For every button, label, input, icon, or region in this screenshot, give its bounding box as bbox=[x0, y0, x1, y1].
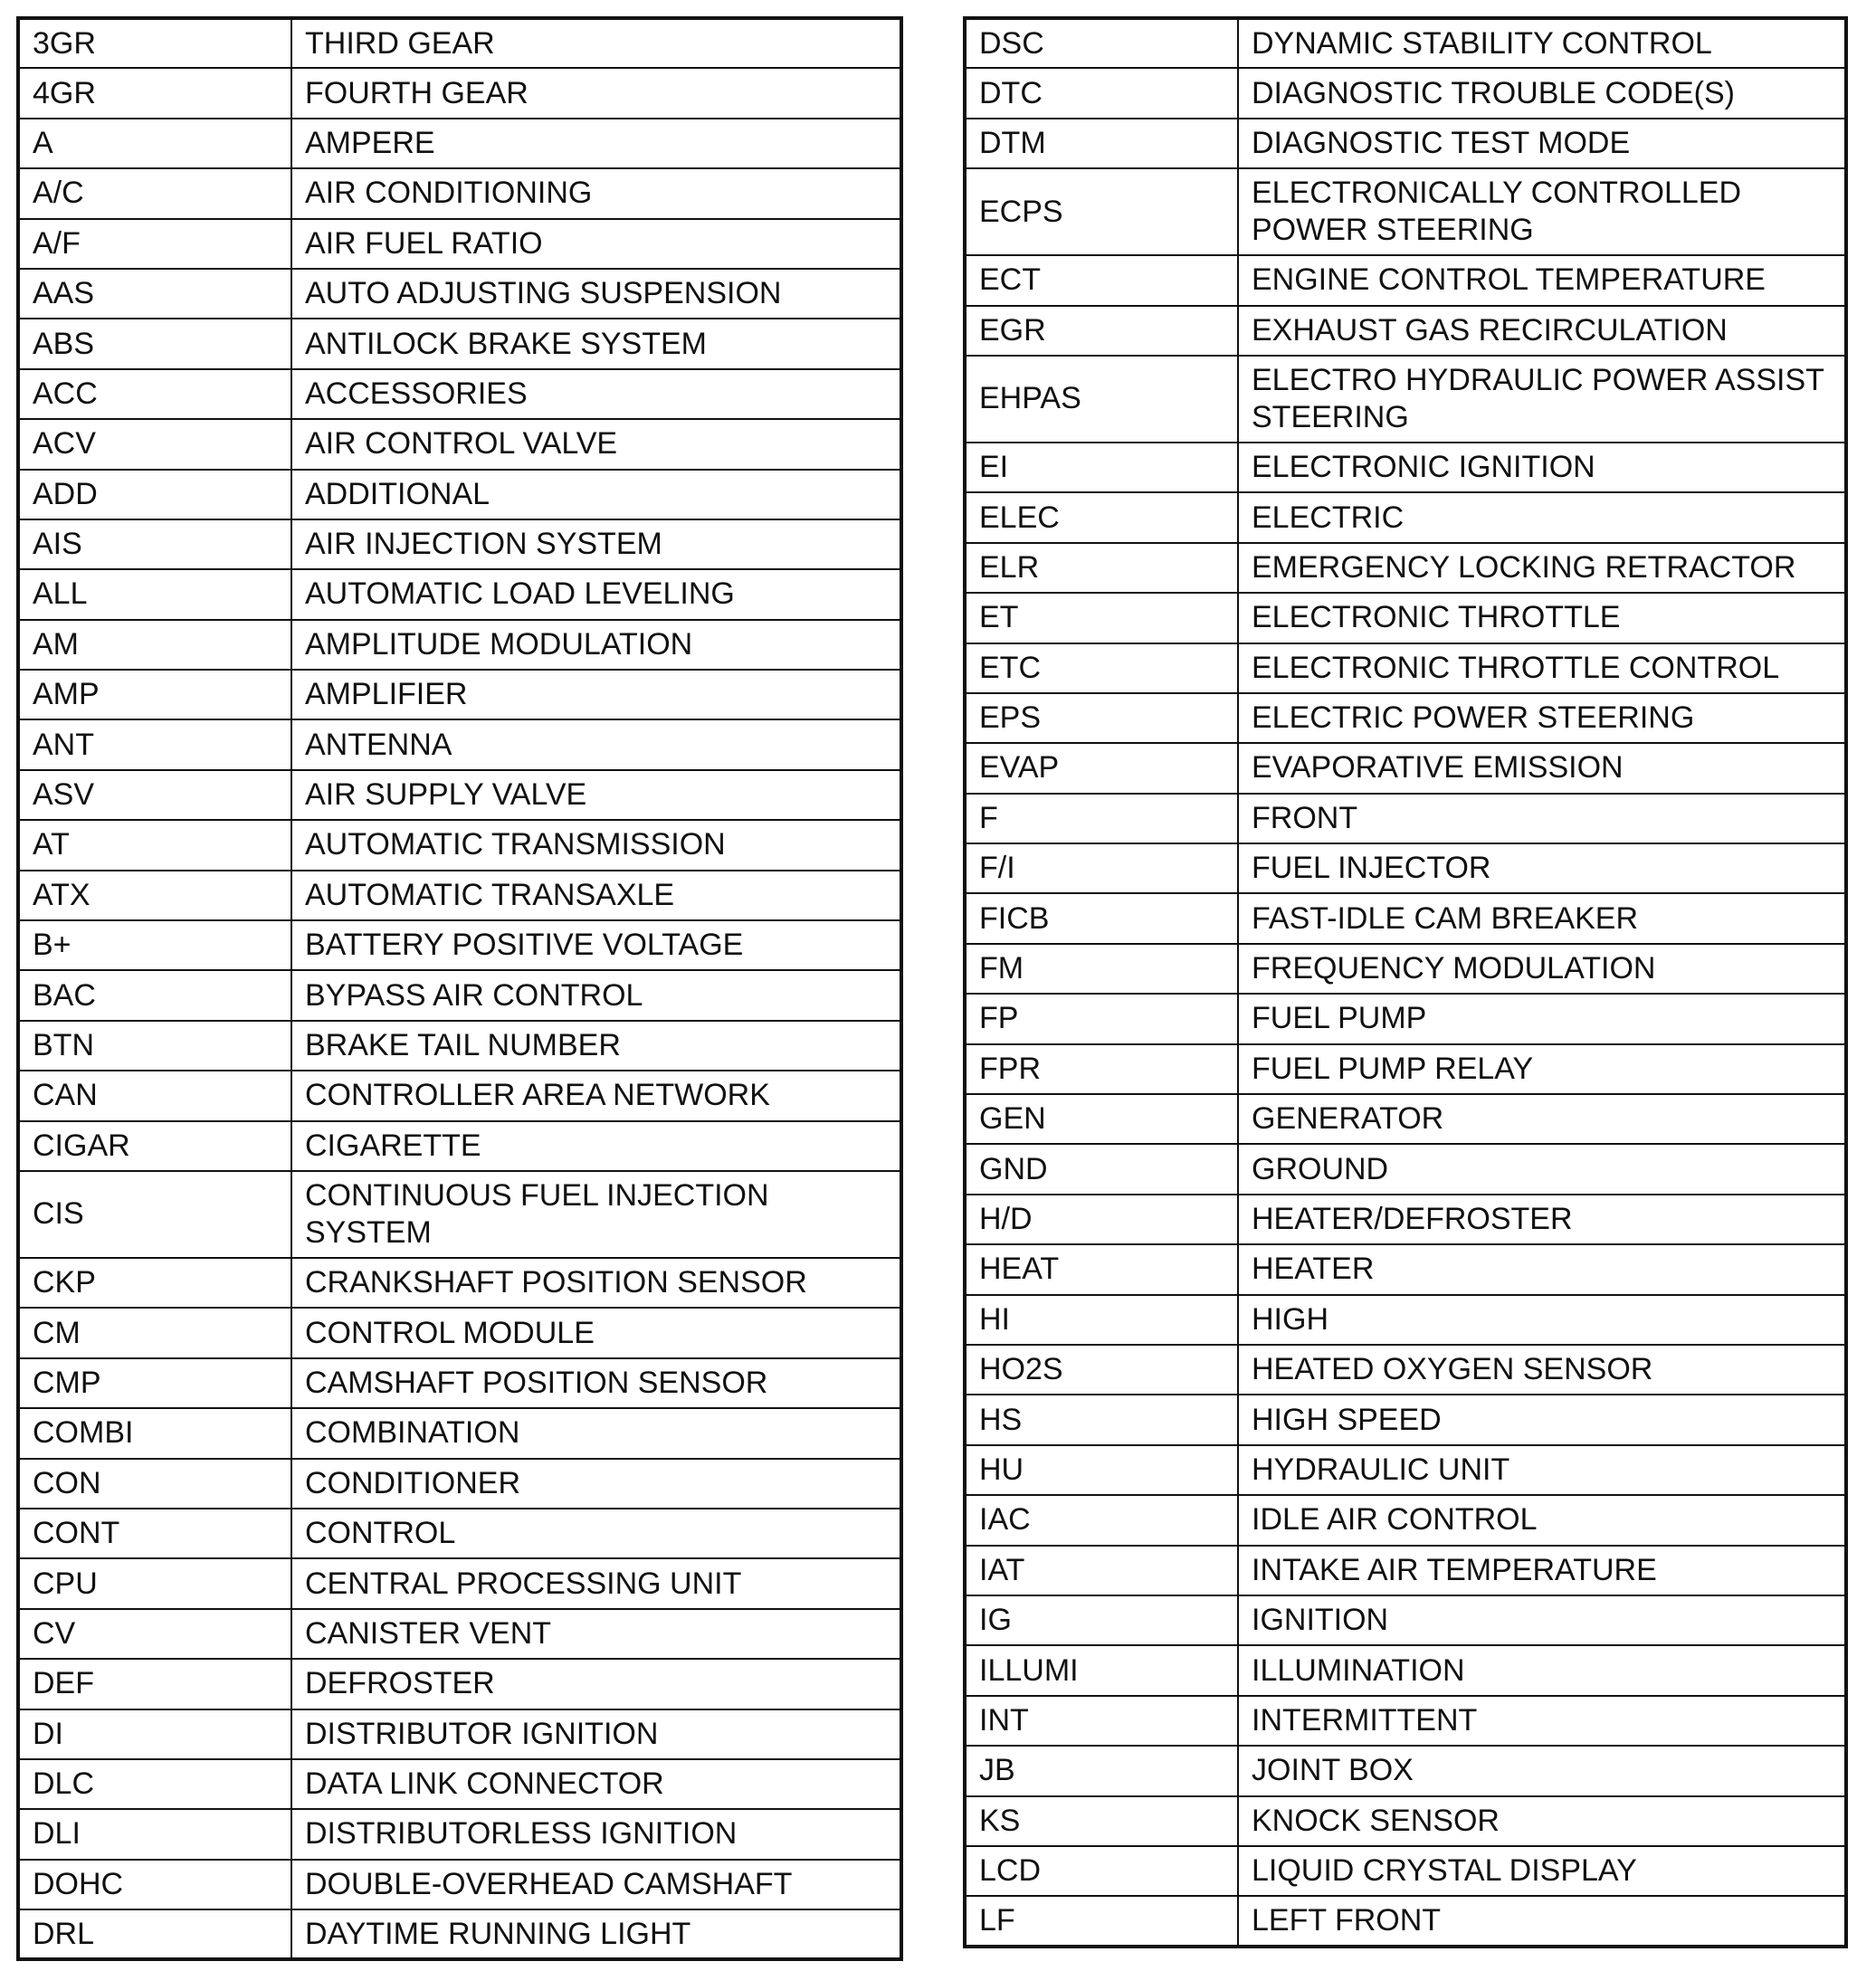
table-row bbox=[965, 68, 1846, 118]
definition-cell: COMBINATION bbox=[291, 1408, 901, 1458]
table-row bbox=[965, 843, 1846, 893]
abbreviation-cell: CPU bbox=[18, 1558, 291, 1608]
definition-cell: LIQUID CRYSTAL DISPLAY bbox=[1238, 1846, 1846, 1896]
abbreviation-table-right bbox=[963, 16, 1848, 1948]
definition-cell: IGNITION bbox=[1238, 1595, 1846, 1645]
table-row bbox=[965, 1746, 1846, 1795]
table-row bbox=[18, 18, 901, 68]
abbreviation-table-body bbox=[965, 18, 1846, 1947]
abbreviation-cell: 4GR bbox=[18, 68, 291, 118]
table-row bbox=[18, 1860, 901, 1909]
definition-cell: BYPASS AIR CONTROL bbox=[291, 970, 901, 1020]
table-row bbox=[965, 1295, 1846, 1345]
definition-cell: DATA LINK CONNECTOR bbox=[291, 1759, 901, 1809]
abbreviation-cell: A/C bbox=[18, 168, 291, 218]
table-row bbox=[965, 643, 1846, 693]
abbreviation-cell: FICB bbox=[965, 893, 1238, 943]
abbreviation-cell: DLC bbox=[18, 1759, 291, 1809]
table-row bbox=[965, 1094, 1846, 1144]
table-row bbox=[965, 794, 1846, 843]
table-row bbox=[18, 1609, 901, 1659]
definition-cell: FUEL PUMP RELAY bbox=[1238, 1044, 1846, 1094]
abbreviation-cell: DI bbox=[18, 1709, 291, 1759]
definition-cell: LEFT FRONT bbox=[1238, 1896, 1846, 1946]
definition-cell: CONTROL bbox=[291, 1509, 901, 1558]
abbreviation-cell: DTM bbox=[965, 119, 1238, 168]
table-row bbox=[18, 119, 901, 168]
definition-cell: DIAGNOSTIC TROUBLE CODE(S) bbox=[1238, 68, 1846, 118]
abbreviation-cell: ANT bbox=[18, 719, 291, 769]
table-row bbox=[965, 1796, 1846, 1846]
table-row bbox=[18, 1558, 901, 1608]
definition-cell: HIGH bbox=[1238, 1295, 1846, 1345]
definition-cell: ELECTRONIC THROTTLE CONTROL bbox=[1238, 643, 1846, 693]
table-row bbox=[18, 920, 901, 970]
abbreviation-cell: EVAP bbox=[965, 743, 1238, 793]
abbreviation-cell: CV bbox=[18, 1609, 291, 1659]
table-row bbox=[18, 1021, 901, 1071]
abbreviation-cell: ETC bbox=[965, 643, 1238, 693]
abbreviation-cell: EI bbox=[965, 443, 1238, 492]
abbreviation-cell: A/F bbox=[18, 219, 291, 269]
abbreviation-cell: HU bbox=[965, 1445, 1238, 1495]
definition-cell: FREQUENCY MODULATION bbox=[1238, 944, 1846, 994]
table-row bbox=[965, 994, 1846, 1043]
table-row bbox=[965, 1445, 1846, 1495]
abbreviation-cell: AMP bbox=[18, 670, 291, 719]
table-row bbox=[965, 693, 1846, 743]
definition-cell: ADDITIONAL bbox=[291, 470, 901, 519]
definition-cell: JOINT BOX bbox=[1238, 1746, 1846, 1795]
table-row bbox=[18, 970, 901, 1020]
table-row bbox=[18, 770, 901, 820]
table-row bbox=[18, 1358, 901, 1408]
abbreviation-cell: LF bbox=[965, 1896, 1238, 1946]
definition-cell: AUTO ADJUSTING SUSPENSION bbox=[291, 269, 901, 319]
table-row bbox=[18, 1809, 901, 1859]
table-row bbox=[965, 1896, 1846, 1946]
abbreviation-cell: FP bbox=[965, 994, 1238, 1043]
definition-cell: FUEL INJECTOR bbox=[1238, 843, 1846, 893]
abbreviation-cell: ADD bbox=[18, 470, 291, 519]
definition-cell: BRAKE TAIL NUMBER bbox=[291, 1021, 901, 1071]
abbreviation-cell: DOHC bbox=[18, 1860, 291, 1909]
table-row bbox=[965, 1645, 1846, 1695]
abbreviation-cell: AT bbox=[18, 820, 291, 870]
definition-cell: ENGINE CONTROL TEMPERATURE bbox=[1238, 255, 1846, 305]
abbreviation-cell: AIS bbox=[18, 519, 291, 569]
table-row bbox=[18, 319, 901, 368]
table-row bbox=[18, 1459, 901, 1509]
abbreviation-cell: ATX bbox=[18, 871, 291, 920]
definition-cell: ANTILOCK BRAKE SYSTEM bbox=[291, 319, 901, 368]
abbreviation-cell: AM bbox=[18, 620, 291, 670]
abbreviation-cell: H/D bbox=[965, 1195, 1238, 1244]
table-row bbox=[18, 620, 901, 670]
definition-cell: HEATER/DEFROSTER bbox=[1238, 1195, 1846, 1244]
abbreviation-cell: B+ bbox=[18, 920, 291, 970]
definition-cell: HEATED OXYGEN SENSOR bbox=[1238, 1345, 1846, 1395]
definition-cell: DOUBLE-OVERHEAD CAMSHAFT bbox=[291, 1860, 901, 1909]
table-row bbox=[18, 871, 901, 920]
definition-cell: ELECTRONICALLY CONTROLLED POWER STEERING bbox=[1238, 168, 1846, 255]
abbreviation-cell: GEN bbox=[965, 1094, 1238, 1144]
table-row bbox=[965, 593, 1846, 643]
definition-cell: HEATER bbox=[1238, 1244, 1846, 1294]
definition-cell: DYNAMIC STABILITY CONTROL bbox=[1238, 18, 1846, 68]
table-row bbox=[965, 1595, 1846, 1645]
table-row bbox=[18, 1071, 901, 1120]
abbreviation-table-body bbox=[18, 18, 901, 1959]
definition-cell: AUTOMATIC TRANSAXLE bbox=[291, 871, 901, 920]
table-row bbox=[965, 1846, 1846, 1896]
definition-cell: AUTOMATIC TRANSMISSION bbox=[291, 820, 901, 870]
definition-cell: AUTOMATIC LOAD LEVELING bbox=[291, 569, 901, 619]
definition-cell: CIGARETTE bbox=[291, 1121, 901, 1171]
table-row bbox=[965, 119, 1846, 168]
table-row bbox=[18, 1709, 901, 1759]
abbreviation-cell: LCD bbox=[965, 1846, 1238, 1896]
abbreviation-cell: F bbox=[965, 794, 1238, 843]
table-row bbox=[965, 18, 1846, 68]
table-row bbox=[965, 1244, 1846, 1294]
abbreviation-cell: F/I bbox=[965, 843, 1238, 893]
abbreviation-cell: ABS bbox=[18, 319, 291, 368]
definition-cell: EVAPORATIVE EMISSION bbox=[1238, 743, 1846, 793]
abbreviation-cell: CKP bbox=[18, 1258, 291, 1308]
table-row bbox=[18, 670, 901, 719]
abbreviation-cell: CON bbox=[18, 1459, 291, 1509]
definition-cell: AIR FUEL RATIO bbox=[291, 219, 901, 269]
definition-cell: EXHAUST GAS RECIRCULATION bbox=[1238, 306, 1846, 356]
definition-cell: IDLE AIR CONTROL bbox=[1238, 1495, 1846, 1545]
abbreviation-cell: ELR bbox=[965, 543, 1238, 593]
definition-cell: CONTINUOUS FUEL INJECTION SYSTEM bbox=[291, 1171, 901, 1258]
table-row bbox=[965, 255, 1846, 305]
table-row bbox=[18, 1121, 901, 1171]
definition-cell: DAYTIME RUNNING LIGHT bbox=[291, 1909, 901, 1959]
table-row bbox=[965, 1395, 1846, 1444]
definition-cell: FRONT bbox=[1238, 794, 1846, 843]
definition-cell: ELECTRO HYDRAULIC POWER ASSIST STEERING bbox=[1238, 356, 1846, 443]
definition-cell: CAMSHAFT POSITION SENSOR bbox=[291, 1358, 901, 1408]
definition-cell: DISTRIBUTORLESS IGNITION bbox=[291, 1809, 901, 1859]
abbreviation-cell: ASV bbox=[18, 770, 291, 820]
abbreviation-cell: KS bbox=[965, 1796, 1238, 1846]
table-row bbox=[965, 306, 1846, 356]
table-row bbox=[965, 1044, 1846, 1094]
abbreviation-cell: DTC bbox=[965, 68, 1238, 118]
definition-cell: INTAKE AIR TEMPERATURE bbox=[1238, 1546, 1846, 1595]
definition-cell: THIRD GEAR bbox=[291, 18, 901, 68]
table-row bbox=[965, 1546, 1846, 1595]
abbreviation-cell: IAC bbox=[965, 1495, 1238, 1545]
abbreviation-cell: EPS bbox=[965, 693, 1238, 743]
table-row bbox=[18, 269, 901, 319]
abbreviation-cell: JB bbox=[965, 1746, 1238, 1795]
definition-cell: INTERMITTENT bbox=[1238, 1696, 1846, 1746]
table-row bbox=[965, 1195, 1846, 1244]
definition-cell: AIR INJECTION SYSTEM bbox=[291, 519, 901, 569]
abbreviation-cell: COMBI bbox=[18, 1408, 291, 1458]
definition-cell: KNOCK SENSOR bbox=[1238, 1796, 1846, 1846]
definition-cell: BATTERY POSITIVE VOLTAGE bbox=[291, 920, 901, 970]
definition-cell: HYDRAULIC UNIT bbox=[1238, 1445, 1846, 1495]
abbreviation-cell: CONT bbox=[18, 1509, 291, 1558]
table-row bbox=[18, 419, 901, 469]
abbreviation-cell: A bbox=[18, 119, 291, 168]
definition-cell: GENERATOR bbox=[1238, 1094, 1846, 1144]
definition-cell: ELECTRONIC THROTTLE bbox=[1238, 593, 1846, 643]
table-row bbox=[18, 68, 901, 118]
abbreviation-cell: BTN bbox=[18, 1021, 291, 1071]
abbreviation-cell: HEAT bbox=[965, 1244, 1238, 1294]
abbreviation-cell: DEF bbox=[18, 1659, 291, 1709]
abbreviation-cell: ELEC bbox=[965, 492, 1238, 542]
definition-cell: AMPERE bbox=[291, 119, 901, 168]
abbreviation-table-left bbox=[16, 16, 903, 1961]
abbreviation-cell: IAT bbox=[965, 1546, 1238, 1595]
table-row bbox=[965, 1696, 1846, 1746]
table-row bbox=[18, 519, 901, 569]
table-row bbox=[965, 944, 1846, 994]
definition-cell: HIGH SPEED bbox=[1238, 1395, 1846, 1444]
table-row bbox=[18, 1659, 901, 1709]
table-row bbox=[965, 1345, 1846, 1395]
table-row bbox=[965, 893, 1846, 943]
table-row bbox=[18, 1308, 901, 1357]
table-row bbox=[18, 1909, 901, 1959]
table-row bbox=[18, 569, 901, 619]
abbreviation-cell: FM bbox=[965, 944, 1238, 994]
table-row bbox=[18, 168, 901, 218]
table-row bbox=[18, 369, 901, 419]
abbreviation-cell: HI bbox=[965, 1295, 1238, 1345]
abbreviation-cell: HO2S bbox=[965, 1345, 1238, 1395]
table-row bbox=[965, 168, 1846, 255]
definition-cell: CONTROLLER AREA NETWORK bbox=[291, 1071, 901, 1120]
abbreviation-cell: ILLUMI bbox=[965, 1645, 1238, 1695]
definition-cell: GROUND bbox=[1238, 1144, 1846, 1194]
definition-cell: AMPLITUDE MODULATION bbox=[291, 620, 901, 670]
abbreviation-cell: BAC bbox=[18, 970, 291, 1020]
definition-cell: CONDITIONER bbox=[291, 1459, 901, 1509]
table-row bbox=[965, 443, 1846, 492]
abbreviation-cell: DRL bbox=[18, 1909, 291, 1959]
abbreviation-cell: EHPAS bbox=[965, 356, 1238, 443]
table-row bbox=[18, 1258, 901, 1308]
abbreviation-cell: HS bbox=[965, 1395, 1238, 1444]
abbreviation-cell: DLI bbox=[18, 1809, 291, 1859]
abbreviation-cell: DSC bbox=[965, 18, 1238, 68]
definition-cell: FAST-IDLE CAM BREAKER bbox=[1238, 893, 1846, 943]
table-row bbox=[18, 1408, 901, 1458]
abbreviation-cell: 3GR bbox=[18, 18, 291, 68]
table-row bbox=[18, 470, 901, 519]
definition-cell: DEFROSTER bbox=[291, 1659, 901, 1709]
definition-cell: AIR SUPPLY VALVE bbox=[291, 770, 901, 820]
abbreviation-cell: CIS bbox=[18, 1171, 291, 1258]
table-row bbox=[18, 719, 901, 769]
abbreviation-cell: ACV bbox=[18, 419, 291, 469]
abbreviation-cell: AAS bbox=[18, 269, 291, 319]
table-row bbox=[965, 543, 1846, 593]
abbreviation-cell: ECPS bbox=[965, 168, 1238, 255]
abbreviation-cell: ALL bbox=[18, 569, 291, 619]
definition-cell: AMPLIFIER bbox=[291, 670, 901, 719]
definition-cell: ANTENNA bbox=[291, 719, 901, 769]
definition-cell: ILLUMINATION bbox=[1238, 1645, 1846, 1695]
abbreviation-cell: CIGAR bbox=[18, 1121, 291, 1171]
abbreviation-cell: INT bbox=[965, 1696, 1238, 1746]
table-row bbox=[965, 1144, 1846, 1194]
definition-cell: DISTRIBUTOR IGNITION bbox=[291, 1709, 901, 1759]
abbreviation-cell: ECT bbox=[965, 255, 1238, 305]
abbreviation-cell: ET bbox=[965, 593, 1238, 643]
table-row bbox=[18, 820, 901, 870]
table-row bbox=[965, 356, 1846, 443]
definition-cell: ELECTRIC POWER STEERING bbox=[1238, 693, 1846, 743]
definition-cell: DIAGNOSTIC TEST MODE bbox=[1238, 119, 1846, 168]
definition-cell: FUEL PUMP bbox=[1238, 994, 1846, 1043]
abbreviation-cell: GND bbox=[965, 1144, 1238, 1194]
abbreviation-cell: CMP bbox=[18, 1358, 291, 1408]
definition-cell: ELECTRONIC IGNITION bbox=[1238, 443, 1846, 492]
definition-cell: FOURTH GEAR bbox=[291, 68, 901, 118]
abbreviation-cell: ACC bbox=[18, 369, 291, 419]
abbreviation-cell: CAN bbox=[18, 1071, 291, 1120]
definition-cell: EMERGENCY LOCKING RETRACTOR bbox=[1238, 543, 1846, 593]
definition-cell: ELECTRIC bbox=[1238, 492, 1846, 542]
table-row bbox=[965, 1495, 1846, 1545]
definition-cell: CONTROL MODULE bbox=[291, 1308, 901, 1357]
definition-cell: ACCESSORIES bbox=[291, 369, 901, 419]
table-row bbox=[965, 743, 1846, 793]
definition-cell: AIR CONDITIONING bbox=[291, 168, 901, 218]
table-row bbox=[965, 492, 1846, 542]
table-row bbox=[18, 1759, 901, 1809]
definition-cell: AIR CONTROL VALVE bbox=[291, 419, 901, 469]
definition-cell: CRANKSHAFT POSITION SENSOR bbox=[291, 1258, 901, 1308]
abbreviation-cell: IG bbox=[965, 1595, 1238, 1645]
table-row bbox=[18, 1171, 901, 1258]
abbreviation-cell: FPR bbox=[965, 1044, 1238, 1094]
table-row bbox=[18, 1509, 901, 1558]
definition-cell: CENTRAL PROCESSING UNIT bbox=[291, 1558, 901, 1608]
abbreviation-cell: EGR bbox=[965, 306, 1238, 356]
table-row bbox=[18, 219, 901, 269]
definition-cell: CANISTER VENT bbox=[291, 1609, 901, 1659]
abbreviation-cell: CM bbox=[18, 1308, 291, 1357]
